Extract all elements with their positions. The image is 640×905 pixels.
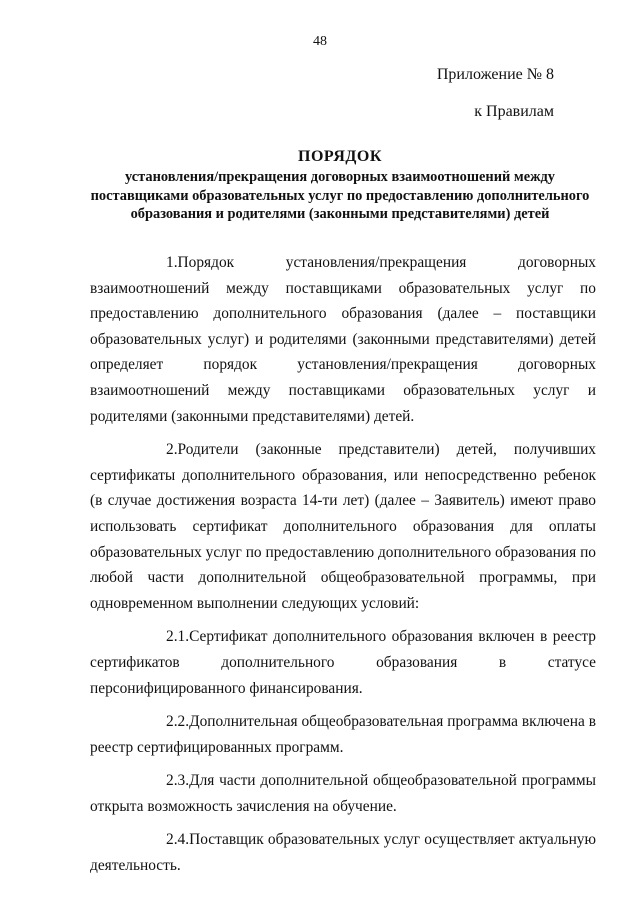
paragraph-text: Родители (законные представители) детей, получивших сертификаты дополнительного образования, или непосредственно ребенок (в случае достижения возраста 14-ти лет) (далее – Заявитель) имеют право использовать сертификат дополнительного образования для оплаты образовательных услуг по предоставлению дополнительного образования по любой части дополнительной общеобразовательной программы, при одновременном выполнении следующих условий: [90,441,596,612]
paragraph-number: 2.3. [166,772,190,790]
paragraph-text: Сертификат дополнительного образования включен в реестр сертификатов дополнительного образования в статусе персонифицированного финансирования. [90,628,596,697]
paragraph-2-3 [90,768,596,819]
paragraph-2-1 [90,624,596,701]
title-heading: ПОРЯДОК [298,148,382,165]
paragraph-2-2 [90,709,596,760]
paragraph-number: 2. [166,441,178,459]
title-subtitle: установления/прекращения договорных взаимоотношений между поставщиками образовательных услуг по предоставлению дополнительного образования и родителями (законными представителями) детей [90,169,590,222]
document-body [90,250,596,887]
page-number: 48 [313,34,327,49]
paragraph-text: Порядок установления/прекращения договорных взаимоотношений между поставщиками образовательных услуг по предоставлению дополнительного образования (далее – поставщики образовательных услуг) и родителями (законными представителями) детей определяет порядок установления/прекращения договорных взаимоотношений между поставщиками образовательных услуг и родителями (законными представителями) детей. [90,254,596,425]
paragraph-number: 2.4. [166,831,190,849]
paragraph-text: Для части дополнительной общеобразовательной программы открыта возможность зачисления на обучение. [90,772,596,815]
annex-number: Приложение № 8 [436,66,554,83]
paragraph-number: 2.2. [166,713,190,731]
annex-reference: к Правилам [474,103,554,120]
paragraph-2-4 [90,827,596,878]
paragraph-number: 1. [166,254,178,271]
document-title [90,148,590,224]
paragraph-2 [90,437,596,616]
paragraph-1 [90,250,596,429]
paragraph-text: Поставщик образовательных услуг осуществляет актуальную деятельность. [90,831,596,875]
paragraph-number: 2.1. [166,628,190,646]
paragraph-text: Дополнительная общеобразовательная программа включена в реестр сертифицированных программ. [90,713,596,756]
